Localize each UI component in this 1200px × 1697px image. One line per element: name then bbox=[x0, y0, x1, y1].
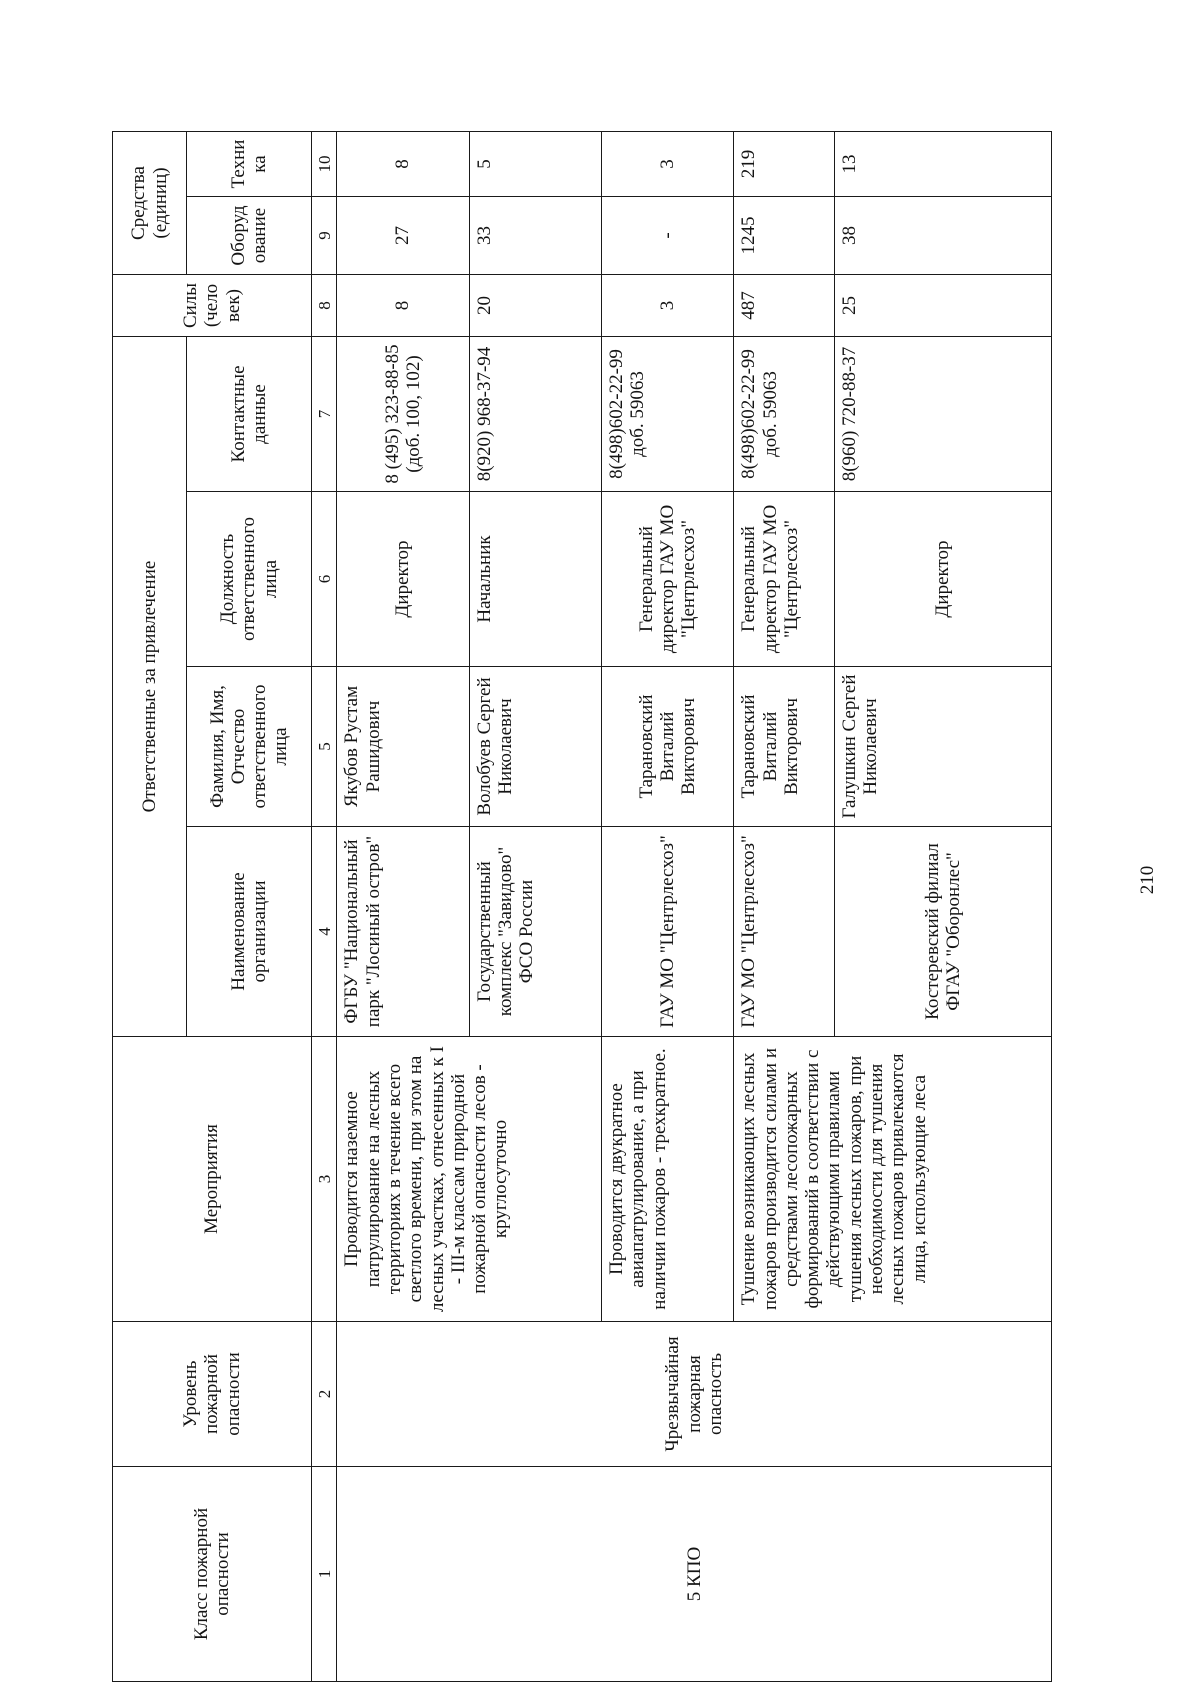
forces-cell: 8 bbox=[337, 275, 469, 337]
column-number: 3 bbox=[312, 1037, 337, 1322]
organization-cell: ФГБУ "Национальный парк "Лосиный остров" bbox=[337, 827, 469, 1037]
full-name-cell: Тарановский Виталий Викторович bbox=[602, 667, 734, 827]
position-cell: Директор bbox=[834, 492, 1051, 667]
page-number: 210 bbox=[1137, 865, 1158, 895]
header-measures: Мероприятия bbox=[113, 1037, 312, 1322]
organization-cell: ГАУ МО "Центрлесхоз" bbox=[734, 827, 835, 1037]
column-number-row bbox=[312, 132, 337, 1682]
organization-cell: ГАУ МО "Центрлесхоз" bbox=[602, 827, 734, 1037]
column-number: 2 bbox=[312, 1322, 337, 1467]
fire-class-cell: 5 КПО bbox=[337, 1467, 1052, 1682]
position-cell: Директор bbox=[337, 492, 469, 667]
measure-cell: Проводится наземное патрулирование на лесных территориях в течение всего светлого времени, при этом на лесных участках, отнесенных к I - III-м классам природной пожарной опасности лесов - круглосуточно bbox=[337, 1037, 602, 1322]
machinery-cell: 219 bbox=[734, 132, 835, 197]
organization-cell: Государственный комплекс "Завидово" ФСО России bbox=[469, 827, 601, 1037]
equipment-cell: 27 bbox=[337, 197, 469, 275]
machinery-cell: 13 bbox=[834, 132, 1051, 197]
position-cell: Генеральный директор ГАУ МО "Центрлесхоз" bbox=[734, 492, 835, 667]
full-name-cell: Галушкин Сергей Николаевич bbox=[834, 667, 1051, 827]
column-number: 5 bbox=[312, 667, 337, 827]
machinery-cell: 5 bbox=[469, 132, 601, 197]
header-position: Должность ответственного лица bbox=[187, 492, 312, 667]
full-name-cell: Тарановский Виталий Викторович bbox=[734, 667, 835, 827]
column-number: 1 bbox=[312, 1467, 337, 1682]
table-row bbox=[337, 132, 469, 1682]
header-responsible-group: Ответственные за привлечение bbox=[113, 337, 187, 1037]
full-name-cell: Якубов Рустам Рашидович bbox=[337, 667, 469, 827]
forces-cell: 3 bbox=[602, 275, 734, 337]
contacts-cell: 8 (495) 323-88-85 (доб. 100, 102) bbox=[337, 337, 469, 492]
column-number: 10 bbox=[312, 132, 337, 197]
full-name-cell: Волобуев Сергей Николаевич bbox=[469, 667, 601, 827]
column-number: 7 bbox=[312, 337, 337, 492]
rotated-table-container bbox=[112, 112, 1072, 1682]
contacts-cell: 8(498)602-22-99 доб. 59063 bbox=[602, 337, 734, 492]
measure-cell: Тушение возникающих лесных пожаров производится силами и средствами лесопожарных формирований в соответствии с действующими правилами тушения лесных пожаров, при необходимости для тушения лесных пожаров привлекаются лица, использующие леса bbox=[734, 1037, 1052, 1322]
equipment-cell: 33 bbox=[469, 197, 601, 275]
header-class: Класс пожарной опасности bbox=[113, 1467, 312, 1682]
header-machinery: Техника bbox=[187, 132, 312, 197]
column-number: 6 bbox=[312, 492, 337, 667]
header-equipment: Оборудование bbox=[187, 197, 312, 275]
forces-cell: 25 bbox=[834, 275, 1051, 337]
column-number: 8 bbox=[312, 275, 337, 337]
position-cell: Начальник bbox=[469, 492, 601, 667]
machinery-cell: 3 bbox=[602, 132, 734, 197]
equipment-cell: 1245 bbox=[734, 197, 835, 275]
organization-cell: Костеревский филиал ФГАУ "Оборонлес" bbox=[834, 827, 1051, 1037]
header-means-group: Средства (единиц) bbox=[113, 132, 187, 275]
header-organization: Наименование организации bbox=[187, 827, 312, 1037]
measure-cell: Проводится двукратное авиапатрулирование, а при наличии пожаров - трехкратное. bbox=[602, 1037, 734, 1322]
header-forces: Силы (человек) bbox=[113, 275, 312, 337]
fire-danger-table bbox=[112, 131, 1052, 1682]
position-cell: Генеральный директор ГАУ МО "Центрлесхоз" bbox=[602, 492, 734, 667]
column-number: 9 bbox=[312, 197, 337, 275]
column-number: 4 bbox=[312, 827, 337, 1037]
header-full-name: Фамилия, Имя, Отчество ответственного лица bbox=[187, 667, 312, 827]
forces-cell: 487 bbox=[734, 275, 835, 337]
header-contacts: Контактные данные bbox=[187, 337, 312, 492]
contacts-cell: 8(498)602-22-99 доб. 59063 bbox=[734, 337, 835, 492]
header-row-1 bbox=[113, 132, 187, 1682]
contacts-cell: 8(960) 720-88-37 bbox=[834, 337, 1051, 492]
fire-level-cell: Чрезвычайная пожарная опасность bbox=[337, 1322, 1052, 1467]
forces-cell: 20 bbox=[469, 275, 601, 337]
header-level: Уровень пожарной опасности bbox=[113, 1322, 312, 1467]
machinery-cell: 8 bbox=[337, 132, 469, 197]
equipment-cell: - bbox=[602, 197, 734, 275]
contacts-cell: 8(920) 968-37-94 bbox=[469, 337, 601, 492]
equipment-cell: 38 bbox=[834, 197, 1051, 275]
